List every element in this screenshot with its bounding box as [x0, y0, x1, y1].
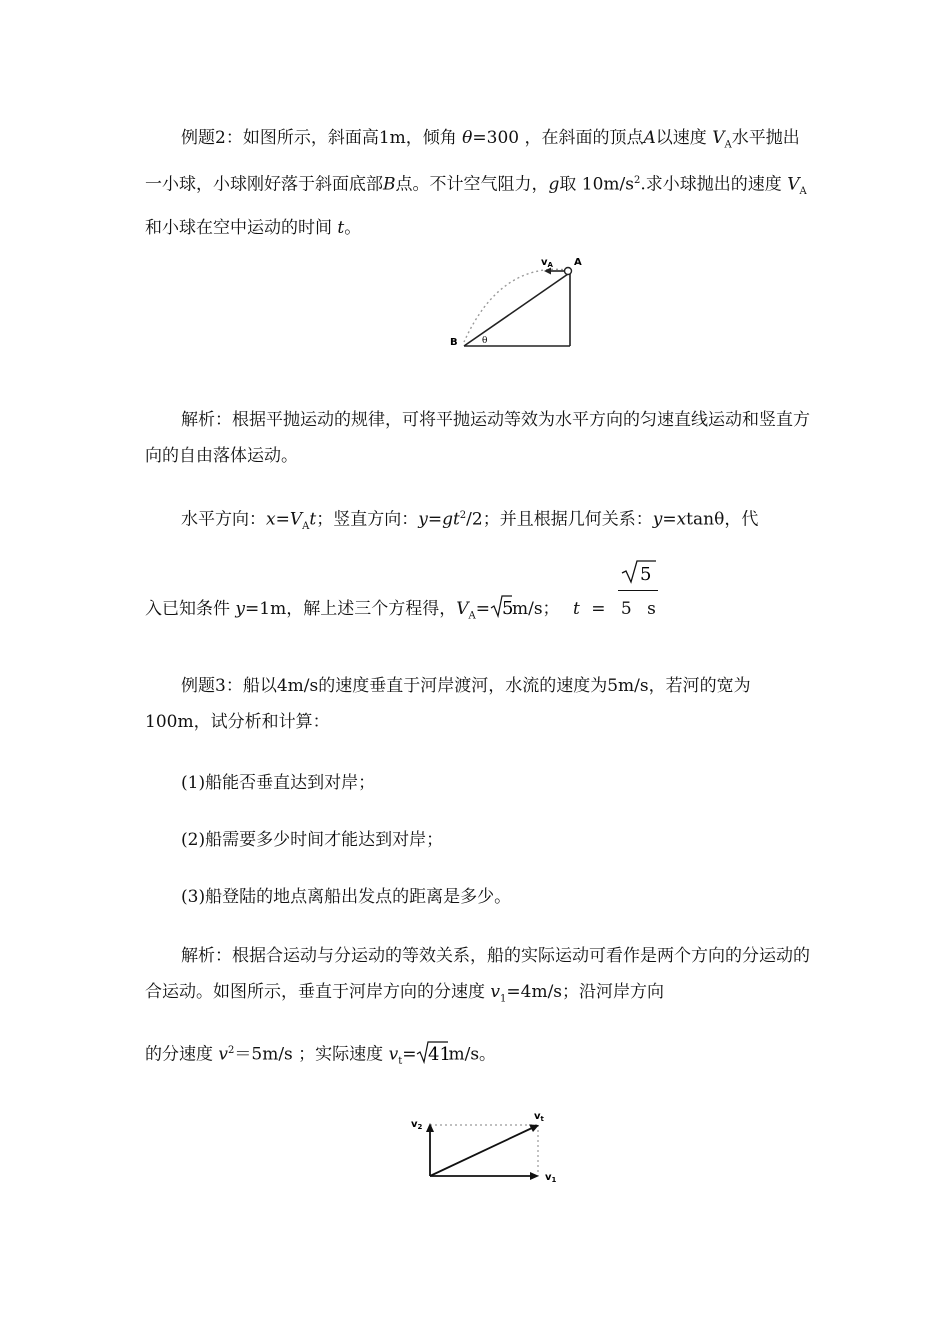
text: =4m/s；沿河岸方向: [506, 982, 665, 1002]
sqrt-5: [490, 591, 512, 627]
text: t: [452, 509, 460, 530]
analysis2-result: [145, 591, 810, 634]
text: =: [427, 509, 443, 530]
text: 2: [634, 175, 641, 187]
label-B: B: [450, 337, 458, 348]
label-vt: $v_t$: [534, 1111, 544, 1123]
text: tanθ，代: [686, 509, 759, 530]
ball: [565, 268, 572, 275]
text: 例题2：如图所示，斜面高1m，倾角: [181, 128, 463, 148]
text: V: [289, 509, 303, 530]
text: 入已知条件: [145, 599, 236, 619]
incline-slope: [464, 274, 568, 346]
text: g: [442, 509, 453, 530]
text: 的分速度: [145, 1044, 219, 1065]
text: s: [641, 599, 656, 619]
label-v1: $v_1$: [545, 1172, 557, 1184]
text: v: [490, 982, 501, 1002]
text: 。: [344, 218, 362, 239]
trajectory-curve: [464, 269, 568, 342]
text: 和小球在空中运动的时间: [145, 218, 338, 239]
text: V: [456, 599, 469, 619]
text: A: [302, 521, 310, 533]
v1-arrowhead: [530, 1172, 539, 1180]
analysis3-continued: [145, 1033, 810, 1080]
text: =: [585, 599, 611, 619]
text: B: [383, 175, 396, 196]
analysis2-paragraph: 解析：根据平抛运动的规律，可将平抛运动等效为水平方向的匀速直线运动和竖直方向的自由落体运动。: [145, 410, 810, 466]
text: 点。不计空气阻力，: [395, 175, 549, 196]
text: ＝5m/s ；实际速度: [234, 1044, 389, 1065]
text: A: [468, 610, 476, 622]
fraction-numerator: [616, 558, 660, 589]
text: y: [235, 599, 246, 619]
example3-paragraph: 例题3：船以4m/s的速度垂直于河岸渡河，水流的速度为5m/s，若河的宽为100m，试分析和计算：: [145, 676, 751, 732]
text: =: [475, 599, 490, 619]
sqrt-41: [416, 1037, 452, 1073]
text: /2；并且根据几何关系：: [466, 509, 653, 530]
text: t: [572, 599, 580, 619]
text: A: [799, 186, 807, 198]
text: t: [398, 1056, 403, 1068]
analysis2-equations: [145, 498, 810, 545]
sqrt-symbol: [618, 558, 658, 584]
analysis3-paragraph: [145, 938, 810, 1017]
incline-figure: [440, 250, 590, 355]
svg-text:41: 41: [428, 1043, 452, 1065]
text: =: [275, 509, 290, 530]
label-v2: $v_2$: [411, 1119, 423, 1131]
text: 取 10m/s: [559, 175, 634, 196]
text: t: [337, 218, 345, 239]
text: v: [218, 1044, 229, 1065]
svg-text:5: 5: [640, 564, 652, 585]
text: A: [724, 139, 732, 151]
text: V: [787, 175, 800, 196]
text: x: [676, 509, 687, 530]
text: y: [418, 509, 428, 530]
question-2: (2)船需要多少时间才能达到对岸；: [181, 830, 444, 850]
text: m/s。: [448, 1044, 497, 1065]
text: 1: [500, 993, 507, 1005]
text: =300 ，在斜面的顶点: [472, 128, 644, 148]
question-1: (1)船能否垂直达到对岸；: [181, 773, 376, 793]
text: =: [402, 1044, 417, 1065]
fraction-denominator: 5: [620, 599, 632, 619]
text: A: [643, 128, 656, 148]
text: x: [266, 509, 276, 530]
text: y: [652, 509, 663, 530]
vt-arrow: [430, 1128, 532, 1176]
text: 水平抛出一小球，小球刚好落于斜面底部: [145, 128, 800, 196]
text: 以速度: [655, 128, 713, 148]
text: V: [712, 128, 725, 148]
text: 水平方向：: [181, 509, 266, 530]
text: ；竖直方向：: [316, 509, 419, 530]
text: 2: [459, 510, 467, 521]
label-A: A: [574, 257, 582, 268]
example2-paragraph: [145, 120, 810, 246]
question-3: (3)船登陆的地点离船出发点的距离是多少。: [181, 887, 512, 907]
text: θ: [462, 128, 473, 148]
v2-arrowhead: [426, 1123, 434, 1132]
text: .求小球抛出的速度: [640, 175, 788, 196]
text: 解析：根据合运动与分运动的等效关系，船的实际运动可看作是两个方向的分运动的合运动。如图所示，垂直于河岸方向的分速度: [145, 946, 810, 1002]
label-theta: θ: [482, 336, 488, 346]
velocity-vector-figure: [405, 1108, 575, 1190]
label-vA: $v_A$: [541, 257, 553, 269]
text: t: [309, 509, 317, 530]
text: m/s；: [511, 599, 565, 619]
text: g: [548, 175, 560, 196]
text: =: [662, 509, 677, 530]
text: =1m，解上述三个方程得，: [245, 599, 457, 619]
text: v: [388, 1044, 399, 1065]
text: 2: [228, 1045, 235, 1056]
svg-text:5: 5: [501, 598, 514, 619]
